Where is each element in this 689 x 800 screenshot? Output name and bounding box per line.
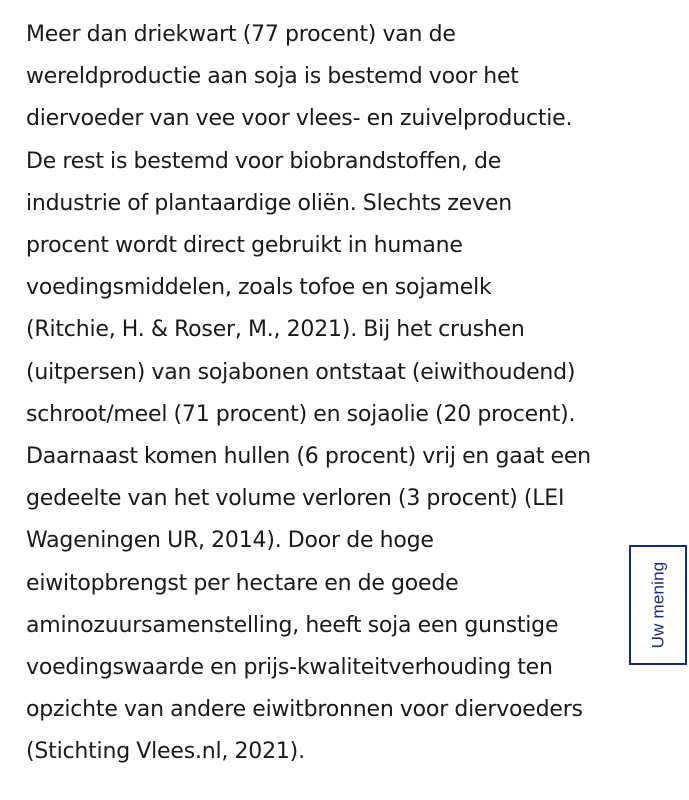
paragraph-line: wereldproductie aan soja is bestemd voor het [26, 64, 519, 90]
feedback-button[interactable] [629, 545, 687, 665]
article-paragraph [26, 14, 686, 774]
paragraph-line: diervoeder van vee voor vlees- en zuivelproductie. [26, 106, 573, 132]
paragraph-line: eiwitopbrengst per hectare en de goede [26, 570, 459, 596]
paragraph-line: Wageningen UR, 2014). Door de hoge [26, 528, 434, 554]
paragraph-line: Meer dan driekwart (77 procent) van de [26, 22, 456, 47]
paragraph-line: Daarnaast komen hullen (6 procent) vrij en gaat een [26, 444, 591, 470]
paragraph-line: procent wordt direct gebruikt in humane [26, 233, 463, 259]
paragraph-line: aminozuursamenstelling, heeft soja een gunstige [26, 612, 559, 638]
paragraph-line: (Stichting Vlees.nl, 2021). [26, 739, 305, 765]
paragraph-line: industrie of plantaardige oliën. Slechts zeven [26, 190, 513, 216]
paragraph-line: De rest is bestemd voor biobrandstoffen, de [26, 148, 502, 174]
feedback-button-label: Uw mening [648, 561, 667, 649]
paragraph-line: opzichte van andere eiwitbronnen voor diervoeders [26, 697, 583, 723]
paragraph-line: (uitpersen) van sojabonen ontstaat (eiwithoudend) [26, 359, 576, 385]
paragraph-line: voedingswaarde en prijs-kwaliteitverhouding ten [26, 655, 553, 681]
paragraph-line: (Ritchie, H. & Roser, M., 2021). Bij het crushen [26, 317, 525, 343]
paragraph-line: gedeelte van het volume verloren (3 procent) (LEI [26, 486, 565, 512]
paragraph-line: schroot/meel (71 procent) en sojaolie (20 procent). [26, 401, 576, 427]
paragraph-line: voedingsmiddelen, zoals tofoe en sojamelk [26, 275, 492, 301]
